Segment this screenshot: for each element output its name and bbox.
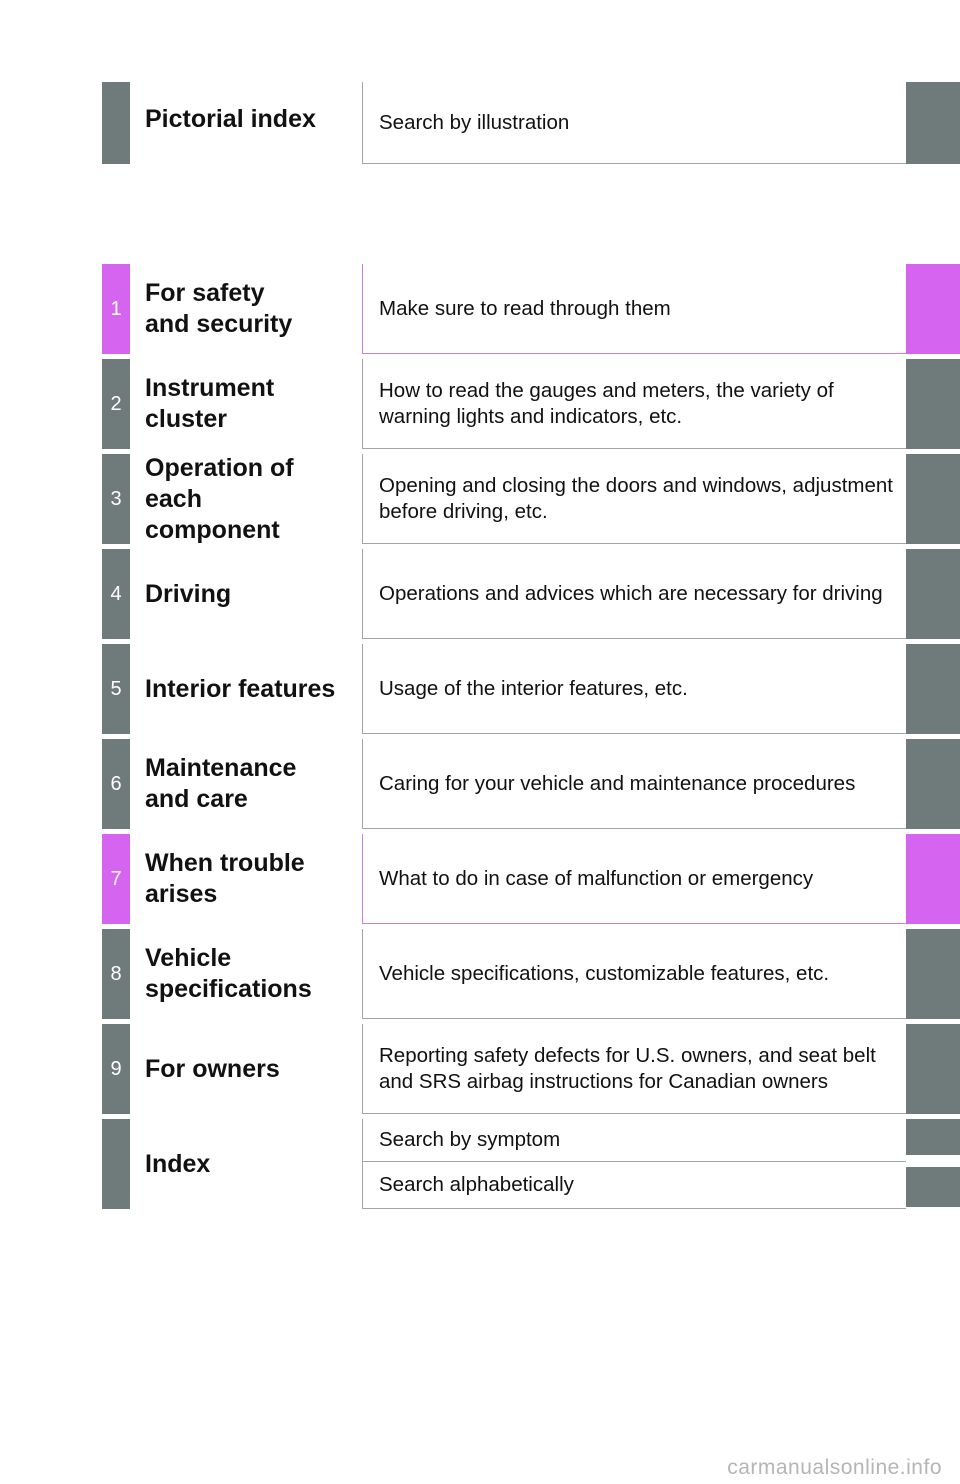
- index-title: Index: [145, 1149, 211, 1178]
- section-title: For safety and security: [145, 279, 293, 338]
- section-row-4[interactable]: [0, 549, 960, 639]
- section-side-tab[interactable]: [906, 454, 960, 544]
- section-description: Opening and closing the doors and windows, adjustment before driving, etc.: [362, 454, 906, 544]
- section-side-tab[interactable]: [906, 1024, 960, 1114]
- section-side-tab[interactable]: [906, 739, 960, 829]
- section-side-tab[interactable]: [906, 929, 960, 1019]
- index-item-symptom[interactable]: Search by symptom: [362, 1119, 906, 1162]
- index-row[interactable]: [0, 1119, 960, 1209]
- section-number: 2: [102, 359, 130, 449]
- section-number: 3: [102, 454, 130, 544]
- section-title: Operation of each component: [145, 453, 294, 544]
- section-title: Driving: [145, 579, 232, 608]
- section-row-2[interactable]: [0, 359, 960, 449]
- section-row-6[interactable]: [0, 739, 960, 829]
- section-description: Usage of the interior features, etc.: [362, 644, 906, 734]
- section-number: 6: [102, 739, 130, 829]
- section-title: Maintenance and care: [145, 754, 297, 813]
- section-side-tab[interactable]: [906, 644, 960, 734]
- index-item-alphabetical[interactable]: Search alphabetically: [362, 1162, 906, 1209]
- section-title: Instrument cluster: [145, 374, 275, 433]
- section-description: Caring for your vehicle and maintenance procedures: [362, 739, 906, 829]
- section-title: When trouble arises: [145, 849, 305, 908]
- section-number: 9: [102, 1024, 130, 1114]
- section-side-tab[interactable]: [906, 264, 960, 354]
- pictorial-index-description: Search by illustration: [362, 82, 906, 164]
- section-number: 1: [102, 264, 130, 354]
- section-description: Operations and advices which are necessary for driving: [362, 549, 906, 639]
- section-row-5[interactable]: [0, 644, 960, 734]
- section-side-tab[interactable]: [906, 359, 960, 449]
- section-number: 8: [102, 929, 130, 1019]
- index-side-tab-alphabetical[interactable]: [906, 1167, 960, 1207]
- section-number: 4: [102, 549, 130, 639]
- section-title: For owners: [145, 1054, 280, 1083]
- section-description: Reporting safety defects for U.S. owners, and seat belt and SRS airbag instructions for Canadian owners: [362, 1024, 906, 1114]
- section-number: 7: [102, 834, 130, 924]
- section-number: 5: [102, 644, 130, 734]
- index-side-tab-symptom[interactable]: [906, 1119, 960, 1155]
- pictorial-index-side-tab[interactable]: [906, 82, 960, 164]
- section-title: Interior features: [145, 674, 336, 703]
- section-description: Make sure to read through them: [362, 264, 906, 354]
- section-row-7[interactable]: [0, 834, 960, 924]
- section-row-8[interactable]: [0, 929, 960, 1019]
- section-description: Vehicle specifications, customizable features, etc.: [362, 929, 906, 1019]
- section-row-3[interactable]: [0, 454, 960, 544]
- section-description: How to read the gauges and meters, the variety of warning lights and indicators, etc.: [362, 359, 906, 449]
- section-title: Vehicle specifications: [145, 944, 312, 1003]
- pictorial-index-tab: [102, 82, 130, 164]
- section-row-9[interactable]: [0, 1024, 960, 1114]
- section-description: What to do in case of malfunction or emergency: [362, 834, 906, 924]
- section-side-tab[interactable]: [906, 834, 960, 924]
- pictorial-index-title: Pictorial index: [145, 105, 316, 133]
- section-row-1[interactable]: [0, 264, 960, 354]
- section-side-tab[interactable]: [906, 549, 960, 639]
- pictorial-index-row[interactable]: [0, 82, 960, 164]
- watermark-text: carmanualsonline.info: [727, 1456, 942, 1479]
- index-tab: [102, 1119, 130, 1209]
